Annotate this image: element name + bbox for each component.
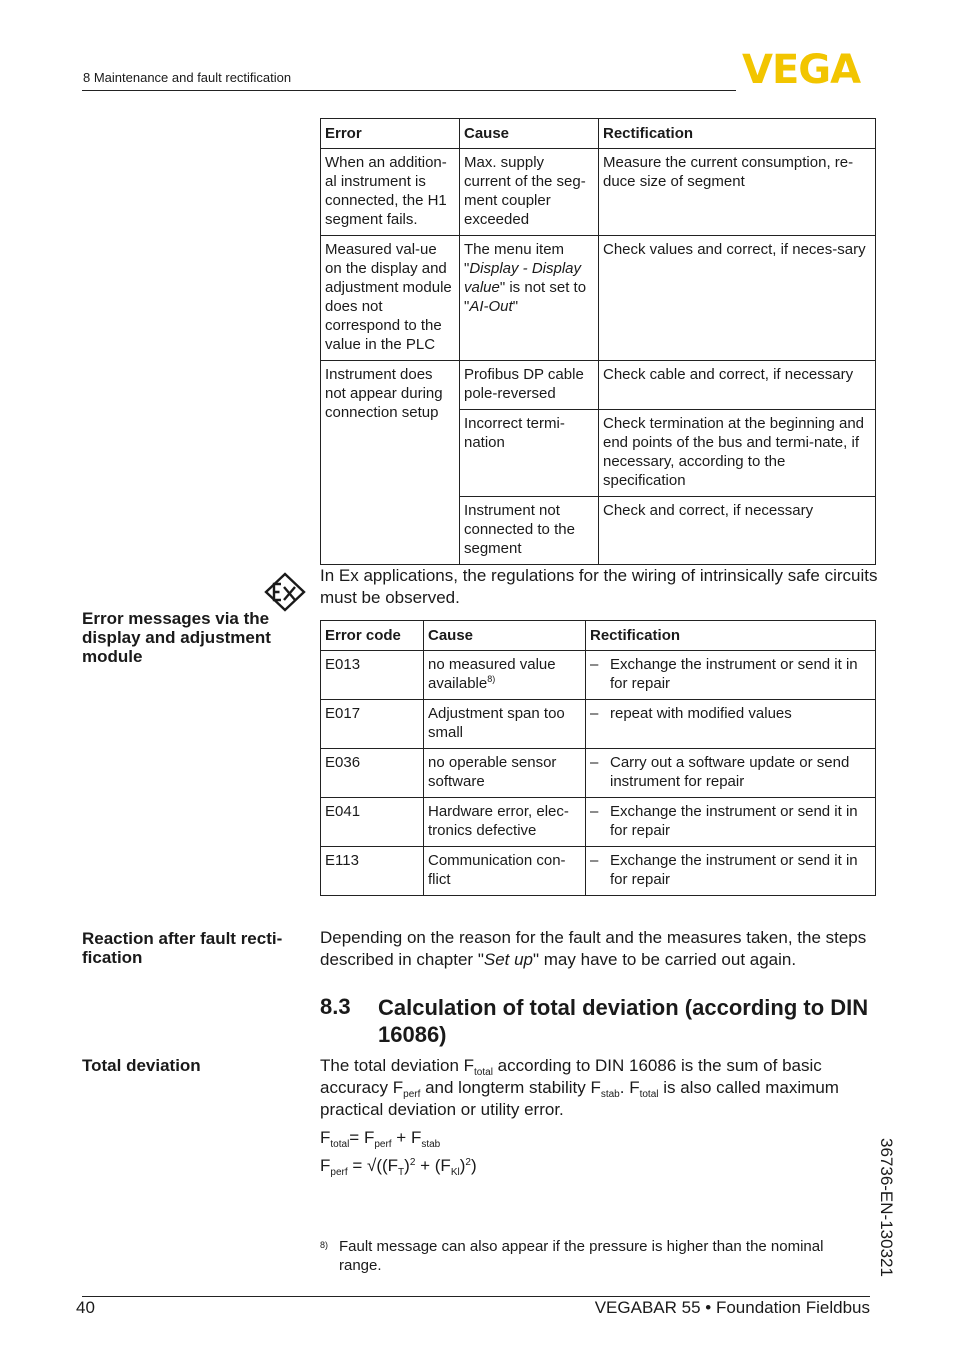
footer-rule — [82, 1296, 870, 1297]
vega-logo — [740, 50, 874, 95]
col-header-cause: Cause — [460, 119, 599, 149]
rectification-cell: Check and correct, if necessary — [599, 497, 876, 565]
header-section-label: 8 Maintenance and fault rectification — [83, 70, 292, 85]
cause-cell: Adjustment span too small — [424, 700, 586, 749]
table-row — [321, 361, 876, 410]
total-deviation-paragraph: The total deviation $F_{total}$ according to DIN 16086 is the sum of basic accuracy $F_{perf}$ and longterm stability $F_{stab}$. $F_{total}$ is also called maximum practical deviation or utility error. — [320, 1056, 839, 1119]
cause-cell: Incorrect termi-nation — [460, 410, 599, 497]
rectification-cell: – Exchange the instrument or send it in for repair — [586, 798, 876, 847]
table-row — [321, 749, 876, 798]
error-cell: When an addition-al instrument is connected, the H1 segment fails. — [321, 149, 460, 236]
side-heading-total-deviation: Total deviation — [82, 1056, 201, 1075]
footnote-ref: 8) — [487, 674, 496, 684]
rectification-cell: Check cable and correct, if necessary — [599, 361, 876, 410]
error-code-cell: E113 — [321, 847, 424, 896]
formula-total: $F_{total}= F_{perf} + F_{stab}$ — [320, 1128, 441, 1150]
side-heading-error-messages: Error messages via the display and adjustment module — [82, 609, 271, 666]
col-header-rectification: Rectification — [586, 621, 876, 651]
footer-title: VEGABAR 55 • Foundation Fieldbus — [594, 1298, 870, 1317]
rectification-cell: Check values and correct, if neces-sary — [599, 236, 876, 361]
cause-cell: Hardware error, elec-tronics defective — [424, 798, 586, 847]
section-title: Calculation of total deviation (according to DIN 16086) — [378, 995, 869, 1047]
col-header-error: Error — [321, 119, 460, 149]
table-row — [321, 236, 876, 361]
table-header-row — [321, 621, 876, 651]
error-code-cell: E017 — [321, 700, 424, 749]
cause-cell: no operable sensor software — [424, 749, 586, 798]
error-code-cell: E013 — [321, 651, 424, 700]
cause-cell: Instrument not connected to the segment — [460, 497, 599, 565]
col-header-error-code: Error code — [321, 621, 424, 651]
table-row — [321, 847, 876, 896]
error-cell: Measured val-ue on the display and adjustment module does not correspond to the value in the PLC — [321, 236, 460, 361]
fault-table — [320, 118, 876, 565]
col-header-rectification: Rectification — [599, 119, 876, 149]
cause-cell: no measured value available$^{8)}$ — [424, 651, 586, 700]
header-rule — [82, 90, 736, 91]
table-row — [321, 149, 876, 236]
section-number: 8.3 — [320, 994, 351, 1019]
table-row — [321, 798, 876, 847]
logo-text: VEGA — [742, 50, 861, 90]
error-code-cell: E041 — [321, 798, 424, 847]
cause-cell: Communication con-flict — [424, 847, 586, 896]
rectification-cell: Measure the current consumption, re-duce size of segment — [599, 149, 876, 236]
rectification-cell: – Exchange the instrument or send it in for repair — [586, 847, 876, 896]
footnote-text: Fault message can also appear if the pressure is higher than the nominal range. — [339, 1238, 824, 1274]
table-row — [321, 700, 876, 749]
table-row — [321, 651, 876, 700]
side-heading-reaction: Reaction after fault recti-fication — [82, 929, 283, 967]
formula-perf: $F_{perf} = √((F_T)^2 + (F_{Kl})^2)$ — [320, 1156, 477, 1178]
error-code-cell: E036 — [321, 749, 424, 798]
reaction-paragraph: Depending on the reason for the fault and the measures taken, the steps described in chapter "Set up" may have to be carried out again. — [320, 928, 867, 969]
rectification-cell: – repeat with modified values — [586, 700, 876, 749]
ex-application-note: In Ex applications, the regulations for the wiring of intrinsically safe circuits must be observed. — [320, 566, 878, 607]
cause-cell: Max. supply current of the seg-ment coupler exceeded — [460, 149, 599, 236]
cause-cell: Profibus DP cable pole-reversed — [460, 361, 599, 410]
rectification-cell: – Carry out a software update or send instrument for repair — [586, 749, 876, 798]
page-number: 40 — [76, 1298, 95, 1317]
col-header-cause: Cause — [424, 621, 586, 651]
footnote-mark: 8) — [320, 1240, 329, 1250]
error-code-table — [320, 620, 876, 896]
document-id: 36736-EN-130321 — [877, 1138, 896, 1277]
table-header-row — [321, 119, 876, 149]
rectification-cell: Check termination at the beginning and end points of the bus and termi-nate, if necessary, according to the specification — [599, 410, 876, 497]
error-cell: Instrument does not appear during connection setup — [321, 361, 460, 565]
cause-cell: The menu item "Display - Display value" is not set to "AI-Out" — [460, 236, 599, 361]
rectification-cell: – Exchange the instrument or send it in for repair — [586, 651, 876, 700]
